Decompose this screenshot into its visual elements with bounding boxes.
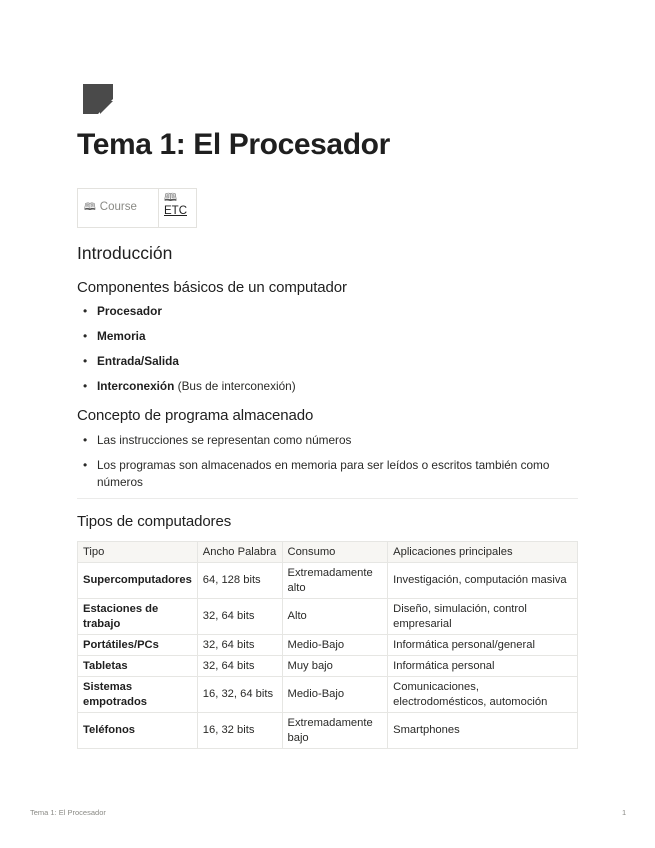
column-header: Aplicaciones principales bbox=[388, 542, 578, 563]
table-cell: 32, 64 bits bbox=[197, 635, 282, 656]
properties-table bbox=[77, 188, 197, 228]
program-list bbox=[77, 432, 578, 491]
list-item: • Entrada/Salida bbox=[77, 353, 296, 370]
table-cell: Muy bajo bbox=[282, 656, 388, 677]
heading-programa: Concepto de programa almacenado bbox=[77, 407, 314, 424]
column-header: Tipo bbox=[78, 542, 198, 563]
table-cell: Estaciones de trabajo bbox=[78, 599, 198, 635]
list-item: • Memoria bbox=[77, 328, 296, 345]
divider bbox=[77, 498, 578, 499]
note-icon bbox=[83, 84, 113, 114]
list-item: • Procesador bbox=[77, 303, 296, 320]
components-list bbox=[77, 303, 296, 395]
table-row bbox=[78, 563, 578, 599]
table-cell: 16, 32 bits bbox=[197, 713, 282, 749]
column-header: Consumo bbox=[282, 542, 388, 563]
table-row bbox=[78, 656, 578, 677]
table-header-row bbox=[78, 542, 578, 563]
etc-link[interactable]: ETC bbox=[164, 205, 187, 217]
property-key-label: Course bbox=[99, 200, 137, 213]
table-cell: Supercomputadores bbox=[78, 563, 198, 599]
table-cell: Comunicaciones, electrodomésticos, automoción bbox=[388, 677, 578, 713]
table-cell: Tabletas bbox=[78, 656, 198, 677]
table-row bbox=[78, 713, 578, 749]
table-cell: 32, 64 bits bbox=[197, 656, 282, 677]
table-cell: Teléfonos bbox=[78, 713, 198, 749]
list-item: • Interconexión (Bus de interconexión) bbox=[77, 378, 296, 395]
book-icon: 🕮 bbox=[164, 192, 177, 204]
footer-doc-name: Tema 1: El Procesador bbox=[30, 808, 106, 817]
table-row bbox=[78, 635, 578, 656]
table-cell: 32, 64 bits bbox=[197, 599, 282, 635]
heading-introduccion: Introducción bbox=[77, 243, 173, 263]
footer-page-number: 1 bbox=[622, 808, 627, 817]
column-header: Ancho Palabra bbox=[197, 542, 282, 563]
heading-componentes: Componentes básicos de un computador bbox=[77, 279, 347, 296]
table-cell: Smartphones bbox=[388, 713, 578, 749]
table-cell: Medio-Bajo bbox=[282, 635, 388, 656]
table-cell: 64, 128 bits bbox=[197, 563, 282, 599]
table-cell: 16, 32, 64 bits bbox=[197, 677, 282, 713]
property-value bbox=[159, 189, 197, 228]
table-cell: Portátiles/PCs bbox=[78, 635, 198, 656]
list-item: • Los programas son almacenados en memoria para ser leídos o escritos también como números bbox=[77, 457, 578, 491]
table-cell: Extremadamente bajo bbox=[282, 713, 388, 749]
table-cell: Diseño, simulación, control empresarial bbox=[388, 599, 578, 635]
table-cell: Informática personal bbox=[388, 656, 578, 677]
heading-tipos: Tipos de computadores bbox=[77, 513, 232, 530]
table-cell: Investigación, computación masiva bbox=[388, 563, 578, 599]
table-cell: Extremadamente alto bbox=[282, 563, 388, 599]
computer-types-table bbox=[77, 541, 578, 749]
table-cell: Alto bbox=[282, 599, 388, 635]
table-row bbox=[78, 677, 578, 713]
table-cell: Sistemas empotrados bbox=[78, 677, 198, 713]
page-title: Tema 1: El Procesador bbox=[77, 128, 390, 161]
table-row bbox=[78, 599, 578, 635]
table-cell: Medio-Bajo bbox=[282, 677, 388, 713]
book-icon: 🕮 bbox=[84, 201, 96, 213]
table-cell: Informática personal/general bbox=[388, 635, 578, 656]
list-item: • Las instrucciones se representan como números bbox=[77, 432, 578, 449]
property-course bbox=[78, 189, 159, 228]
